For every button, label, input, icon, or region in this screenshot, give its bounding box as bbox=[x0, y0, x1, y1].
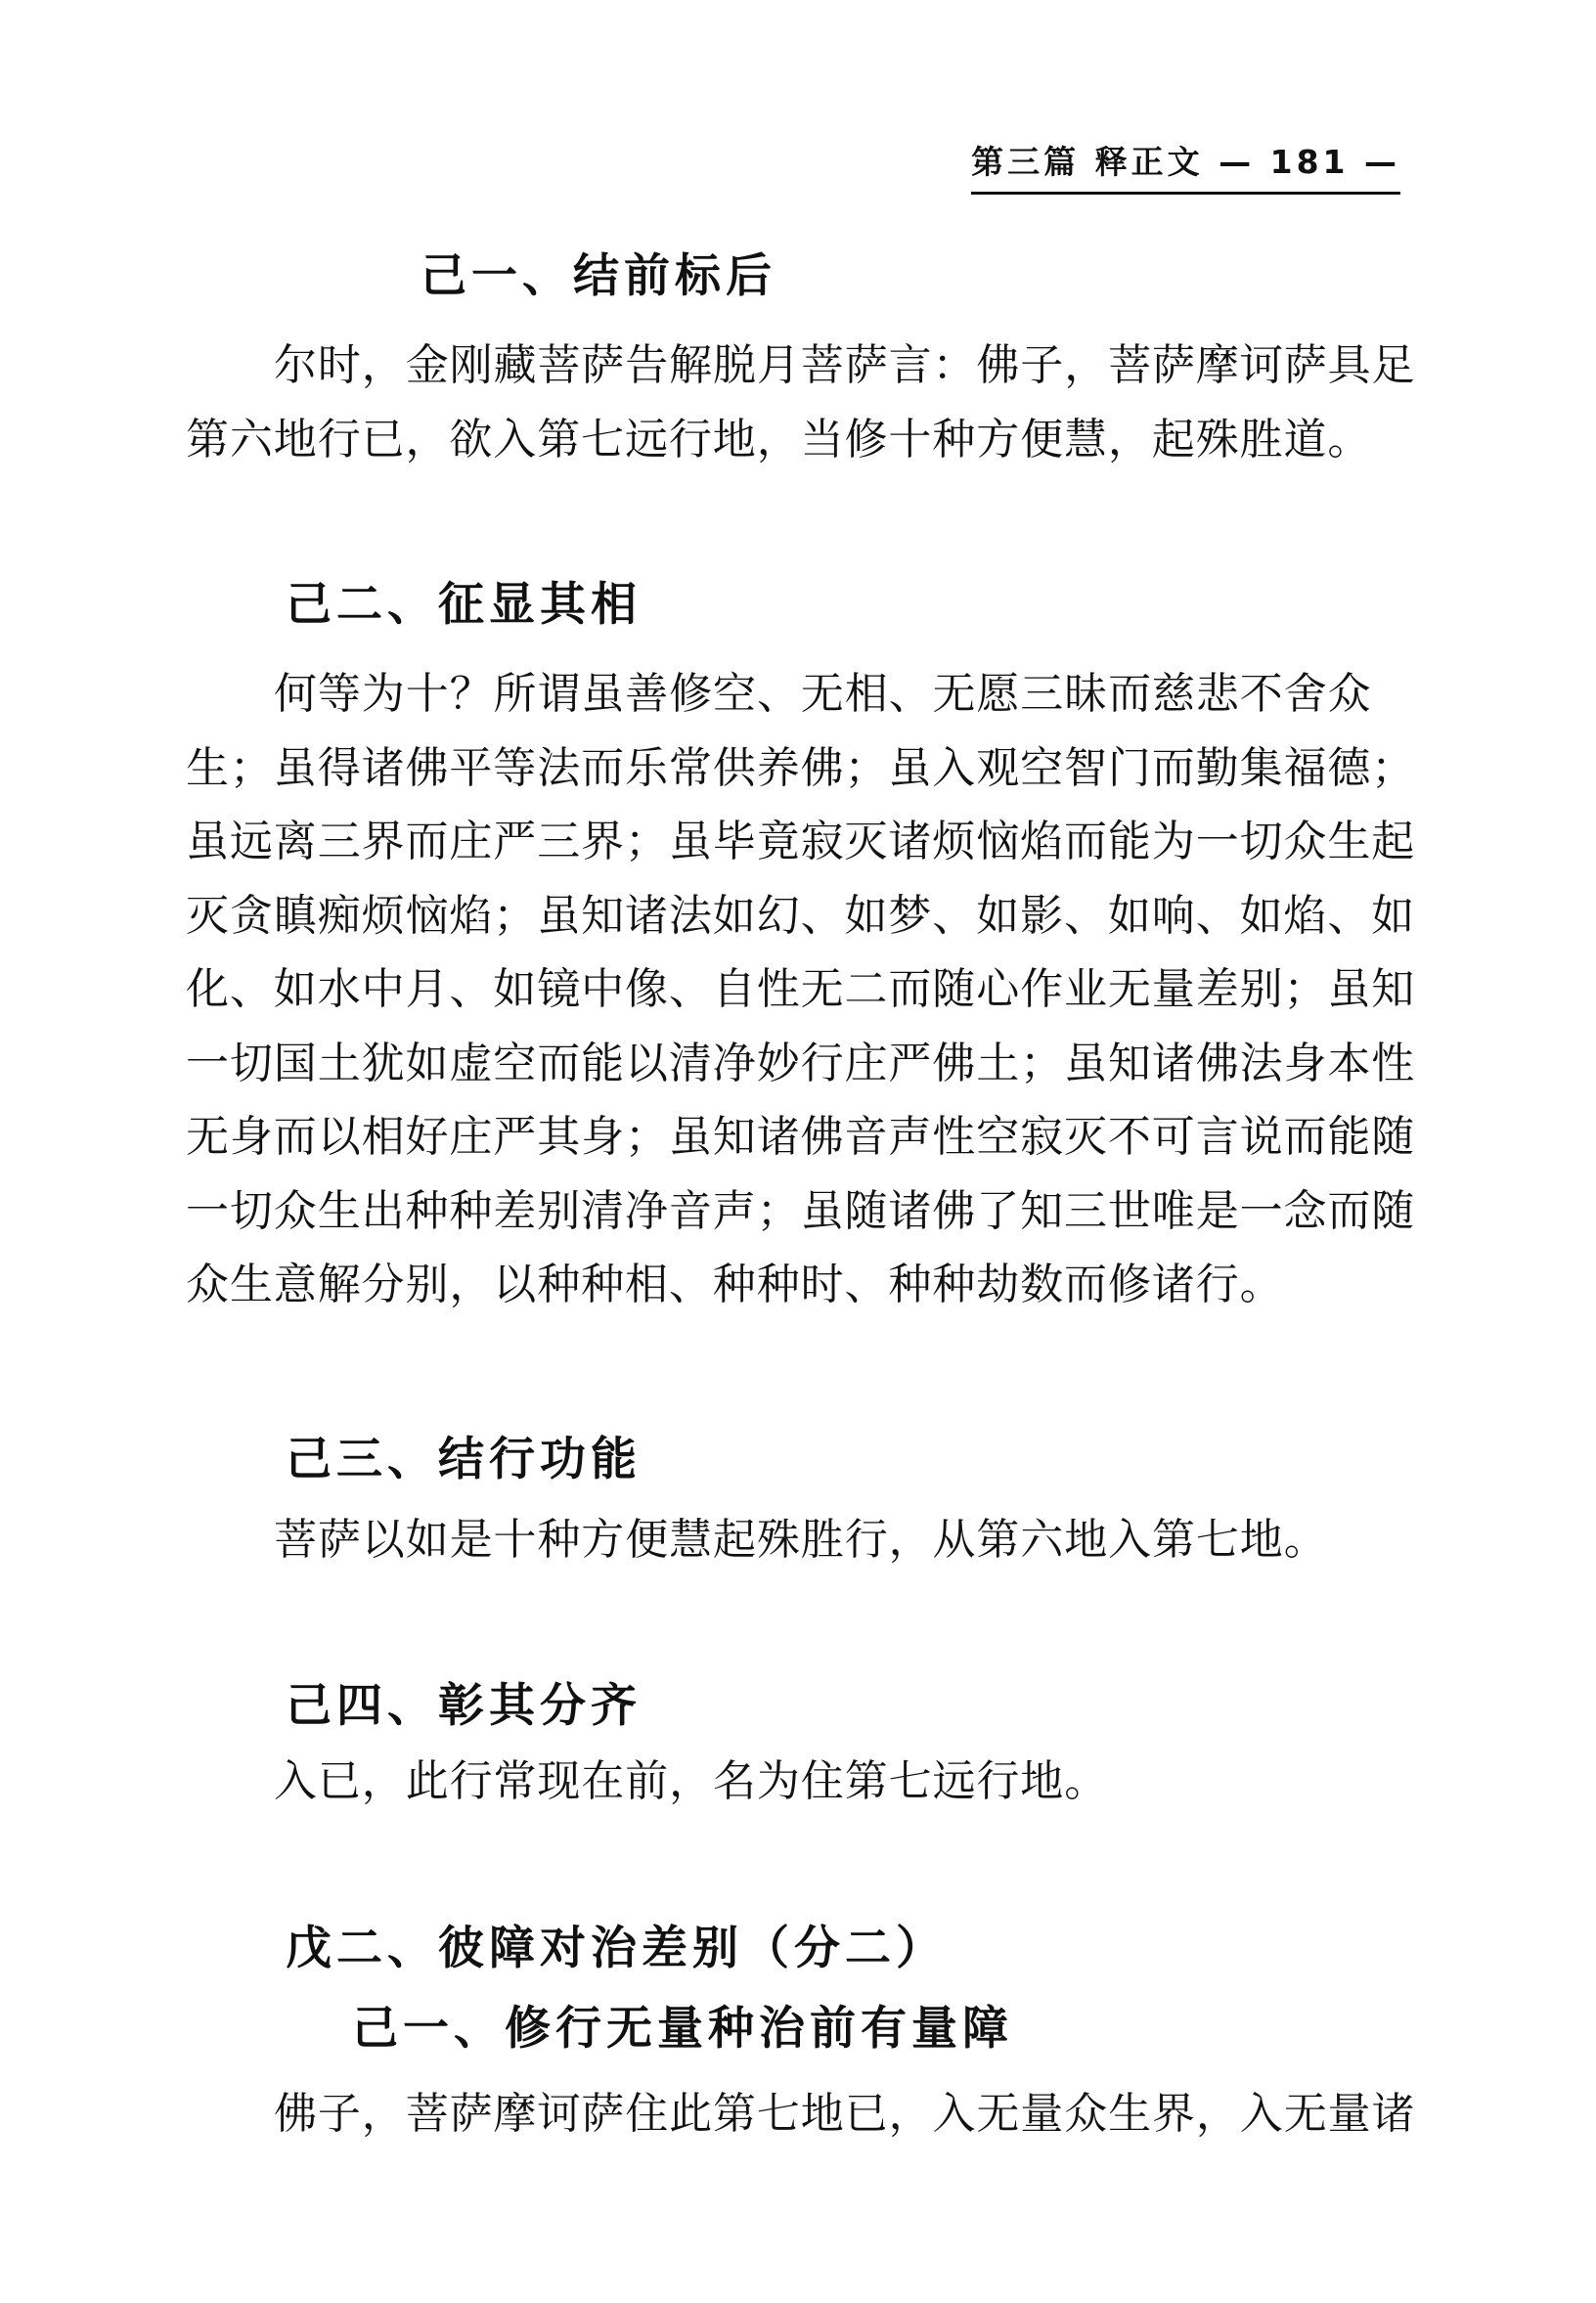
body-line: 佛子，菩萨摩诃萨住此第七地已，入无量众生界，入无量诸 bbox=[274, 2089, 1416, 2139]
body-line: 菩萨以如是十种方便慧起殊胜行，从第六地入第七地。 bbox=[274, 1515, 1328, 1565]
body-line: 一切国土犹如虚空而能以清净妙行庄严佛土；虽知诸佛法身本性 bbox=[186, 1038, 1416, 1088]
paragraph-seventh-stage bbox=[186, 2077, 1415, 2151]
section-heading-ji1-jieqianbiaohou: 己一、结前标后 bbox=[421, 249, 776, 303]
body-line: 化、如水中月、如镜中像、自性无二而随心作业无量差别；虽知 bbox=[186, 964, 1416, 1014]
section-heading-ji3-jiexinggongneng: 己三、结行功能 bbox=[286, 1433, 642, 1486]
body-line: 何等为十？所谓虽善修空、无相、无愿三昧而慈悲不舍众 bbox=[274, 669, 1372, 719]
paragraph-conclusion-function bbox=[186, 1503, 1328, 1577]
body-line: 尔时，金刚藏菩萨告解脱月菩萨言：佛子，菩萨摩诃萨具足 bbox=[274, 340, 1416, 390]
running-head: 第三篇 释正文 — 181 — bbox=[971, 145, 1400, 195]
body-line: 第六地行已，欲入第七远行地，当修十种方便慧，起殊胜道。 bbox=[186, 414, 1372, 465]
body-line: 无身而以相好庄严其身；虽知诸佛音声性空寂灭不可言说而能随 bbox=[186, 1112, 1416, 1162]
paragraph-stage-name bbox=[186, 1745, 1108, 1819]
paragraph-sutra-intro bbox=[186, 329, 1415, 476]
section-heading-ji1-xiuxingwuliang: 己一、修行无量种治前有量障 bbox=[352, 2002, 1013, 2056]
body-line: 生；虽得诸佛平等法而乐常供养佛；虽入观空智门而勤集福德； bbox=[186, 742, 1416, 793]
body-line: 灭贪瞋痴烦恼焰；虽知诸法如幻、如梦、如影、如响、如焰、如 bbox=[186, 890, 1416, 941]
body-line: 一切众生出种种差别清净音声；虽随诸佛了知三世唯是一念而随 bbox=[186, 1185, 1416, 1236]
section-heading-ji4-zhangqifenqi: 己四、彰其分齐 bbox=[286, 1679, 642, 1733]
body-line: 入已，此行常现在前，名为住第七远行地。 bbox=[274, 1756, 1109, 1806]
section-heading-ji2-zhengxianqixiang: 己二、征显其相 bbox=[286, 578, 642, 632]
body-line: 众生意解分别，以种种相、种种时、种种劫数而修诸行。 bbox=[186, 1260, 1284, 1309]
paragraph-ten-means bbox=[186, 657, 1415, 1322]
body-line: 虽远离三界而庄严三界；虽毕竟寂灭诸烦恼焰而能为一切众生起 bbox=[186, 817, 1416, 866]
section-heading-wu2-bizhangduizhichabie: 戊二、彼障对治差别（分二） bbox=[286, 1922, 947, 1975]
